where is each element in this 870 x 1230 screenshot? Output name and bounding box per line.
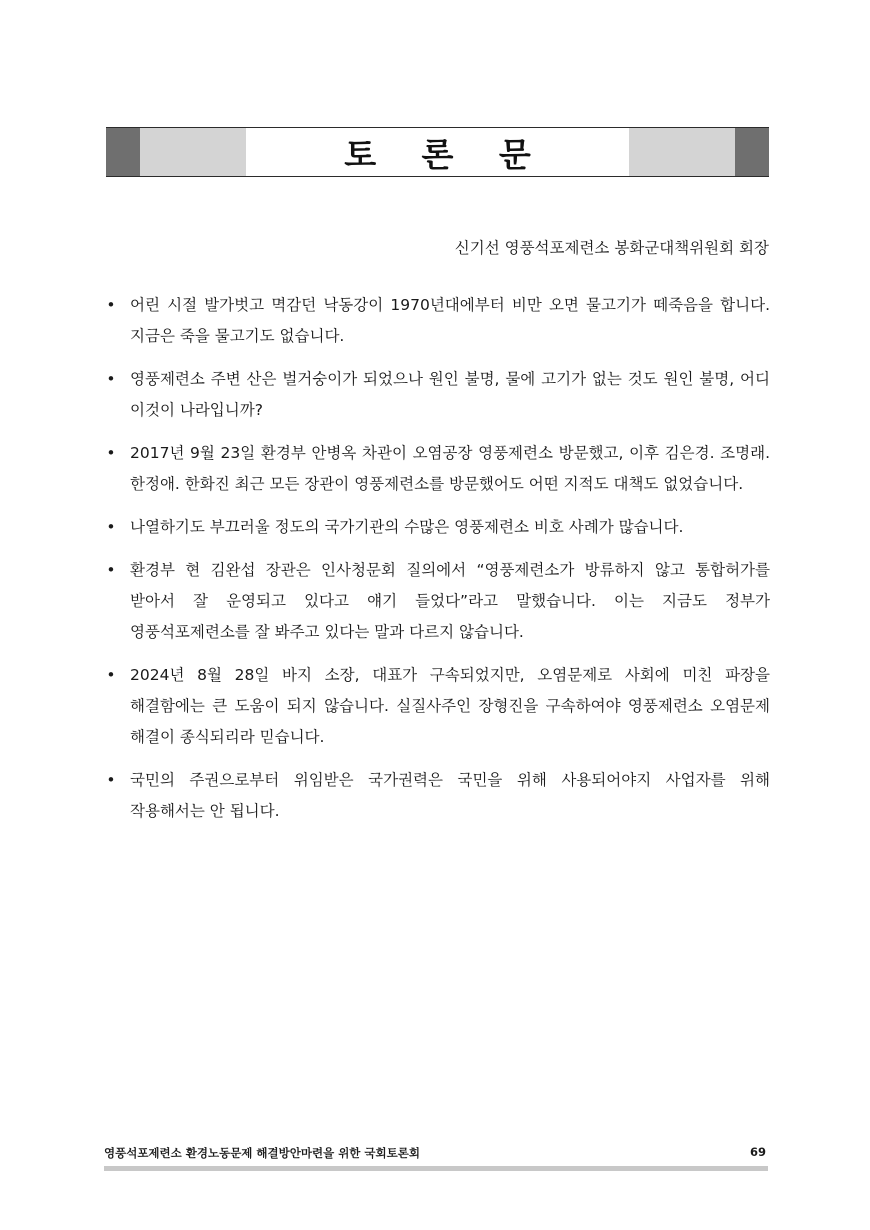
title-bar (106, 127, 769, 177)
list-item-text: 2017년 9월 23일 환경부 안병옥 차관이 오염공장 영풍제련소 방문했고, 이후 김은경. 조명래. 한정애. 한화진 최근 모든 장관이 영풍제련소를 방문했어도 어떤 지적도 대책도 없었습니다. (130, 444, 770, 493)
bullet-marker: • (106, 296, 116, 314)
bullet-marker: • (106, 518, 116, 536)
list-item-text: 환경부 현 김완섭 장관은 인사청문회 질의에서 “영풍제련소가 방류하지 않고 통합허가를 받아서 잘 운영되고 있다고 얘기 들었다”라고 말했습니다. 이는 지금도 정부가 영풍석포제련소를 잘 봐주고 있다는 말과 다르지 않습니다. (130, 561, 770, 641)
title-bar-right-light-block (629, 128, 735, 176)
bullet-marker: • (106, 771, 116, 789)
page-number: 69 (749, 1145, 766, 1159)
list-item (104, 364, 770, 426)
list-item-text: 2024년 8월 28일 바지 소장, 대표가 구속되었지만, 오염문제로 사회에 미친 파장을 해결함에는 큰 도움이 되지 않습니다. 실질사주인 장형진을 구속하여야 영풍제련소 오염문제 해결이 종식되리라 믿습니다. (130, 666, 770, 746)
statement-list (104, 290, 770, 839)
footer-rule (104, 1166, 768, 1171)
list-item-text: 국민의 주권으로부터 위임받은 국가권력은 국민을 위해 사용되어야지 사업자를 위해 작용해서는 안 됩니다. (130, 771, 770, 820)
list-item (104, 290, 770, 352)
title-bar-left-light-block (140, 128, 246, 176)
list-item (104, 438, 770, 500)
title-bar-center (246, 128, 629, 176)
bullet-marker: • (106, 666, 116, 684)
list-item (104, 660, 770, 753)
list-item-text: 나열하기도 부끄러울 정도의 국가기관의 수많은 영풍제련소 비호 사례가 많습니다. (130, 518, 684, 536)
list-item (104, 765, 770, 827)
list-item (104, 555, 770, 648)
document-title: 토 론 문 (344, 134, 548, 174)
bullet-marker: • (106, 561, 116, 579)
author-line: 신기선 영풍석포제련소 봉화군대책위원회 회장 (454, 239, 769, 257)
title-bar-right-dark-block (735, 128, 769, 176)
list-item-text: 영풍제련소 주변 산은 벌거숭이가 되었으나 원인 불명, 물에 고기가 없는 것도 원인 불명, 어디 이것이 나라입니까? (130, 370, 770, 419)
list-item-text: 어린 시절 발가벗고 멱감던 낙동강이 1970년대에부터 비만 오면 물고기가 떼죽음을 합니다. 지금은 죽을 물고기도 없습니다. (130, 296, 770, 345)
bullet-marker: • (106, 444, 116, 462)
bullet-marker: • (106, 370, 116, 388)
footer-title: 영풍석포제련소 환경노동문제 해결방안마련을 위한 국회토론회 (104, 1146, 420, 1160)
list-item (104, 512, 770, 543)
title-bar-left-dark-block (106, 128, 140, 176)
page-footer (104, 1145, 768, 1165)
